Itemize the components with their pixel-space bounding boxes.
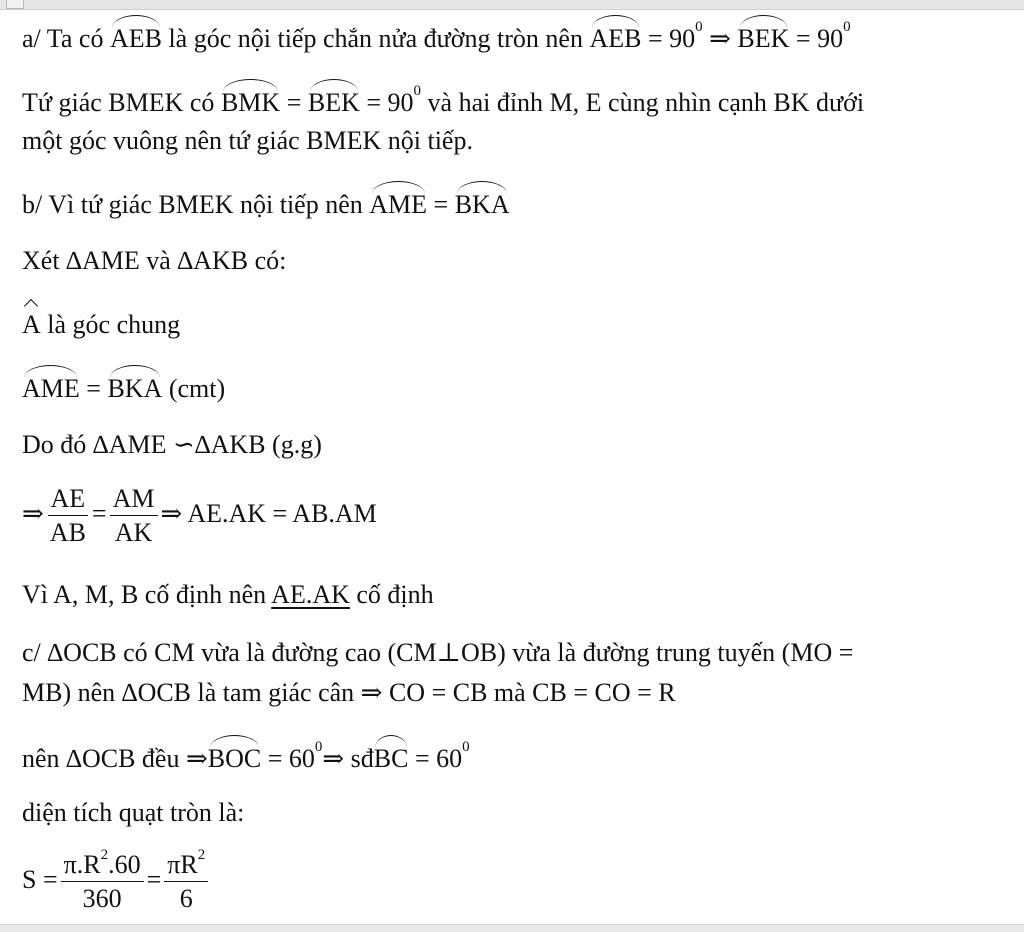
angle-arc: AEB [109, 24, 162, 53]
text: πR [167, 850, 198, 879]
line-12 [22, 680, 676, 706]
superscript: 0 [695, 19, 703, 35]
denominator: 6 [179, 884, 193, 913]
arc-bc: BC [373, 744, 409, 773]
line-1 [22, 19, 851, 53]
line-8 [22, 432, 322, 458]
line-2 [22, 83, 865, 117]
angle-arc: BKA [454, 190, 510, 219]
underlined-text: AE.AK [271, 580, 350, 609]
text: một góc vuông nên tứ giác BMEK nội tiếp. [22, 126, 473, 155]
text: ⇒ [22, 498, 44, 528]
numerator: AM [110, 486, 158, 516]
text: = 90 [641, 24, 696, 53]
fraction [164, 847, 208, 913]
superscript: 0 [413, 83, 422, 99]
angle-arc: BEK [737, 24, 790, 53]
denominator: AB [49, 518, 86, 547]
angle-arc: AME [369, 190, 428, 219]
denominator: AK [114, 518, 153, 547]
line-15 [22, 847, 211, 913]
angle-hat: A [22, 310, 41, 339]
line-10 [22, 582, 434, 608]
text: = [280, 88, 308, 117]
line-7 [22, 374, 225, 402]
text: = 90 [789, 24, 844, 53]
angle-arc: AEB [589, 24, 642, 53]
text: là góc nội tiếp chắn nửa đường tròn nên [161, 24, 590, 53]
top-toolbar-strip [0, 0, 1024, 10]
angle-arc: BMK [220, 88, 281, 117]
line-9 [22, 486, 377, 546]
numerator [164, 847, 208, 882]
text: = [146, 864, 162, 894]
line-11 [22, 640, 853, 666]
fraction [61, 847, 144, 913]
superscript: 0 [462, 739, 470, 755]
fraction [47, 486, 89, 546]
superscript: 2 [100, 847, 109, 863]
page-tab-icon [6, 0, 24, 9]
superscript: 0 [843, 19, 851, 35]
text: .60 [108, 850, 141, 879]
numerator: AE [48, 486, 89, 516]
text: nên ∆OCB đều ⇒ [22, 744, 208, 773]
text: ⇒ [702, 24, 738, 53]
text: là góc chung [40, 310, 181, 339]
line-3 [22, 128, 473, 154]
superscript: 0 [314, 739, 323, 755]
text: Do đó ∆AME ∽∆AKB (g.g) [22, 430, 322, 459]
text: (cmt) [162, 374, 226, 403]
angle-arc: AME [22, 374, 80, 403]
text: cố định [349, 580, 434, 609]
text: Tứ giác BMEK có [22, 88, 221, 117]
text: π.R [63, 850, 101, 879]
text: và hai đỉnh M, E cùng nhìn cạnh BK dưới [421, 88, 865, 117]
text: = [427, 190, 455, 219]
text: c/ ∆OCB có CM vừa là đường cao (CM⊥OB) vừa là đường trung tuyến (MO = [22, 638, 854, 667]
text: Vì A, M, B cố định nên [22, 580, 272, 609]
line-4 [22, 190, 510, 218]
text: = 60 [261, 744, 315, 773]
angle-arc: BOC [207, 744, 262, 773]
text: diện tích quạt tròn là: [22, 798, 245, 827]
superscript: 2 [197, 847, 206, 863]
angle-arc: BEK [307, 88, 360, 117]
line-5 [22, 248, 286, 274]
line-6 [22, 312, 180, 338]
text: Xét ∆AME và ∆AKB có: [22, 246, 287, 275]
line-14 [22, 800, 244, 826]
angle-arc: BKA [107, 374, 163, 403]
line-13 [22, 739, 470, 773]
text: = 60 [408, 744, 463, 773]
text: b/ Vì tứ giác BMEK nội tiếp nên [22, 190, 370, 219]
text: ⇒ AE.AK = AB.AM [160, 498, 377, 528]
numerator [61, 847, 144, 882]
text: = [79, 374, 108, 403]
text: MB) nên ∆OCB là tam giác cân ⇒ CO = CB mà CB = CO = R [22, 678, 676, 707]
denominator: 360 [82, 884, 122, 913]
text: ⇒ sđ [322, 744, 374, 773]
text: a/ Ta có [22, 24, 110, 53]
text: = [91, 498, 107, 528]
text: S = [22, 864, 58, 894]
fraction [110, 486, 158, 546]
text: = 90 [359, 88, 414, 117]
